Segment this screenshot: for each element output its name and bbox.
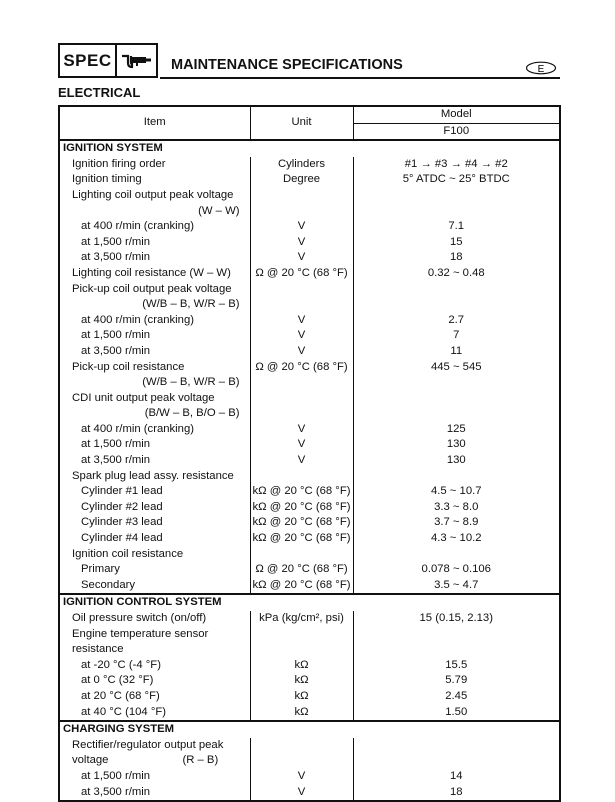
spec-unit-cell: V (250, 313, 353, 329)
spec-item-wires: (W/B – B, W/R – B) (142, 298, 240, 311)
spec-value-cell (353, 547, 560, 563)
spec-item-label: at 0 °C (32 °F) (81, 674, 154, 687)
spec-item-cell (59, 469, 250, 485)
section-header-row (59, 721, 560, 738)
section-header: CHARGING SYSTEM (59, 721, 560, 738)
spec-item-cell (59, 500, 250, 516)
spec-unit-cell (250, 547, 353, 563)
spec-row (59, 658, 560, 674)
spec-value-cell (353, 391, 560, 422)
spec-item-cell (59, 453, 250, 469)
spec-label: SPEC (60, 45, 117, 76)
spec-item-label: Ignition firing order (72, 157, 166, 170)
spec-value-cell: 18 (449, 251, 463, 264)
spec-row (59, 360, 560, 391)
spec-item-cell (59, 282, 250, 313)
spec-row (59, 515, 560, 531)
spec-item-wires: (W/B – B, W/R – B) (142, 376, 240, 389)
spec-row (59, 313, 560, 329)
spec-unit-cell: kΩ (250, 705, 353, 722)
col-item-header: Item (59, 106, 250, 140)
spec-item-label: at 40 °C (104 °F) (81, 705, 167, 718)
spec-value-cell: 1.50 (445, 705, 468, 718)
page-title: MAINTENANCE SPECIFICATIONS (171, 57, 403, 73)
spec-row (59, 753, 560, 769)
spec-item-cell (59, 250, 250, 266)
spec-value-cell: 14 (449, 769, 463, 782)
spec-item-wires: (R – B) (182, 754, 219, 767)
spec-item-label: Cylinder #1 lead (81, 485, 163, 498)
spec-row (59, 344, 560, 360)
spec-value-cell: 3.3 ~ 8.0 (434, 500, 479, 513)
spec-item-label: Cylinder #3 lead (81, 516, 163, 529)
spec-item-cell (59, 785, 250, 802)
spec-unit-cell: kΩ @ 20 °C (68 °F) (250, 531, 353, 547)
spec-row (59, 219, 560, 235)
spec-value-cell: 3.7 ~ 8.9 (434, 516, 479, 529)
model-name: F100 (353, 123, 560, 140)
spec-item-label: at 3,500 r/min (81, 344, 151, 357)
spec-unit-cell (250, 642, 353, 658)
spec-unit-cell: V (250, 328, 353, 344)
spec-row (59, 484, 560, 500)
wrench-gauge-icon (117, 45, 156, 76)
spec-value-cell: 445 ~ 545 (430, 360, 482, 373)
spec-row (59, 235, 560, 251)
spec-value-cell (353, 642, 560, 658)
spec-item-label: Cylinder #2 lead (81, 500, 163, 513)
section-header-row (59, 140, 560, 157)
spec-item-label: at 20 °C (68 °F) (81, 689, 160, 702)
spec-row (59, 738, 560, 754)
spec-item-label: at 1,500 r/min (81, 329, 151, 342)
spec-row (59, 627, 560, 643)
spec-unit-cell: V (250, 219, 353, 235)
spec-row (59, 785, 560, 802)
spec-value-cell: 125 (446, 422, 466, 435)
spec-item-label: Secondary (81, 578, 136, 591)
spec-row (59, 250, 560, 266)
spec-unit-cell (250, 282, 353, 313)
spec-value-cell: 7 (453, 329, 460, 342)
spec-value-cell: #1 → #3 → #4 → #2 (404, 157, 508, 170)
spec-item-cell (59, 627, 250, 643)
spec-item-label: at 3,500 r/min (81, 785, 151, 798)
spec-unit-cell (250, 391, 353, 422)
spec-item-cell (59, 313, 250, 329)
spec-item-label: Lighting coil resistance (W – W) (72, 266, 231, 279)
spec-value-cell (353, 738, 560, 754)
spec-item-label: at -20 °C (-4 °F) (81, 658, 161, 671)
spec-row (59, 282, 560, 313)
spec-unit-cell: Cylinders (250, 157, 353, 173)
spec-item-label: at 3,500 r/min (81, 251, 151, 264)
spec-value-cell: 3.5 ~ 4.7 (434, 578, 479, 591)
spec-value-cell: 5° ATDC ~ 25° BTDC (402, 173, 510, 186)
spec-value-cell: 18 (449, 785, 463, 798)
spec-value-cell: 5.79 (445, 674, 468, 687)
spec-value-cell (353, 753, 560, 769)
spec-value-cell: 130 (446, 454, 466, 467)
spec-unit-cell (250, 469, 353, 485)
spec-item-cell (59, 562, 250, 578)
spec-unit-cell: kPa (kg/cm², psi) (250, 611, 353, 627)
header-rule (160, 77, 560, 79)
spec-value-cell: 0.32 ~ 0.48 (427, 266, 485, 279)
spec-row (59, 562, 560, 578)
spec-item-cell (59, 219, 250, 235)
spec-item-label: at 400 r/min (cranking) (81, 220, 195, 233)
spec-item-cell (59, 484, 250, 500)
section-header-row (59, 594, 560, 611)
spec-item-label: at 3,500 r/min (81, 454, 151, 467)
spec-item-label: at 400 r/min (cranking) (81, 422, 195, 435)
spec-item-label: at 1,500 r/min (81, 438, 151, 451)
spec-value-cell: 2.45 (445, 689, 468, 702)
spec-item-cell (59, 642, 250, 658)
spec-unit-cell: V (250, 235, 353, 251)
language-badge-label: E (537, 64, 545, 75)
spec-unit-cell: Degree (250, 172, 353, 188)
spec-row (59, 500, 560, 516)
spec-value-cell: 11 (450, 344, 463, 357)
spec-badge (58, 43, 158, 78)
spec-value-cell (353, 469, 560, 485)
spec-unit-cell: V (250, 785, 353, 802)
spec-item-cell (59, 344, 250, 360)
spec-unit-cell: kΩ (250, 658, 353, 674)
spec-table (58, 105, 561, 802)
spec-row (59, 689, 560, 705)
spec-item-cell (59, 738, 250, 754)
spec-unit-cell: kΩ @ 20 °C (68 °F) (250, 484, 353, 500)
spec-value-cell: 15.5 (445, 658, 468, 671)
spec-item-cell (59, 611, 250, 627)
spec-item-label: at 1,500 r/min (81, 769, 151, 782)
col-model-header: Model (353, 106, 560, 123)
spec-item-cell (59, 769, 250, 785)
spec-row (59, 188, 560, 219)
spec-item-cell (59, 515, 250, 531)
spec-value-cell (353, 282, 560, 313)
spec-row (59, 328, 560, 344)
spec-item-label: Pick-up coil resistance (72, 360, 185, 373)
spec-unit-cell (250, 188, 353, 219)
spec-item-cell (59, 157, 250, 173)
spec-item-wires: (B/W – B, B/O – B) (144, 407, 240, 420)
spec-row (59, 642, 560, 658)
spec-item-label: voltage (72, 754, 109, 767)
spec-item-label: resistance (72, 643, 124, 656)
spec-item-cell (59, 531, 250, 547)
spec-value-cell: 7.1 (448, 220, 465, 233)
spec-unit-cell (250, 738, 353, 754)
spec-unit-cell: Ω @ 20 °C (68 °F) (250, 562, 353, 578)
spec-unit-cell: V (250, 344, 353, 360)
spec-item-label: Oil pressure switch (on/off) (72, 612, 207, 624)
spec-row (59, 769, 560, 785)
spec-unit-cell: V (250, 437, 353, 453)
spec-item-label: Ignition coil resistance (72, 547, 184, 560)
spec-row (59, 453, 560, 469)
spec-unit-cell: Ω @ 20 °C (68 °F) (250, 360, 353, 391)
spec-unit-cell: kΩ @ 20 °C (68 °F) (250, 578, 353, 595)
spec-item-label: CDI unit output peak voltage (72, 391, 215, 404)
spec-item-cell (59, 673, 250, 689)
spec-row (59, 547, 560, 563)
section-header: IGNITION SYSTEM (63, 142, 163, 155)
spec-item-cell (59, 328, 250, 344)
spec-row (59, 578, 560, 595)
spec-unit-cell (250, 753, 353, 769)
spec-item-label: Engine temperature sensor (72, 627, 209, 640)
spec-value-cell: 4.3 ~ 10.2 (430, 532, 482, 545)
spec-row (59, 611, 560, 627)
spec-row (59, 391, 560, 422)
spec-item-label: Ignition timing (72, 173, 142, 186)
language-badge (525, 61, 557, 75)
spec-item-wires: (W – W) (198, 204, 240, 217)
spec-unit-cell: kΩ @ 20 °C (68 °F) (250, 500, 353, 516)
spec-value-cell: 4.5 ~ 10.7 (430, 485, 482, 498)
spec-value-cell: 15 (0.15, 2.13) (419, 612, 493, 624)
spec-item-cell (59, 422, 250, 438)
spec-item-cell (59, 578, 250, 595)
spec-value-cell: 15 (449, 235, 463, 248)
spec-unit-cell: kΩ @ 20 °C (68 °F) (250, 515, 353, 531)
section-title: ELECTRICAL (58, 85, 141, 100)
spec-unit-cell: kΩ (250, 689, 353, 705)
spec-item-cell (59, 235, 250, 251)
spec-row (59, 266, 560, 282)
spec-item-label: at 400 r/min (cranking) (81, 313, 195, 326)
spec-row (59, 437, 560, 453)
spec-unit-cell (250, 627, 353, 643)
spec-unit-cell: V (250, 422, 353, 438)
spec-item-cell (59, 753, 250, 769)
spec-row (59, 157, 560, 173)
spec-item-cell (59, 188, 250, 219)
spec-unit-cell: V (250, 250, 353, 266)
spec-row (59, 673, 560, 689)
spec-item-label: at 1,500 r/min (81, 235, 151, 248)
spec-item-cell (59, 689, 250, 705)
spec-value-cell: 130 (446, 438, 466, 451)
spec-item-cell (59, 705, 250, 722)
spec-unit-cell: V (250, 769, 353, 785)
col-unit-header: Unit (250, 106, 353, 140)
spec-item-label: Cylinder #4 lead (81, 532, 163, 545)
section-header: IGNITION CONTROL SYSTEM (59, 594, 560, 611)
spec-row (59, 422, 560, 438)
spec-row (59, 705, 560, 722)
spec-unit-cell: kΩ (250, 673, 353, 689)
spec-item-cell (59, 547, 250, 563)
spec-value-cell (353, 188, 560, 219)
spec-item-label: Spark plug lead assy. resistance (72, 469, 234, 482)
spec-item-label: Rectifier/regulator output peak (72, 738, 224, 751)
spec-item-cell (59, 266, 250, 282)
spec-row (59, 531, 560, 547)
spec-item-cell (59, 172, 250, 188)
spec-value-cell (353, 627, 560, 643)
spec-item-label: Pick-up coil output peak voltage (72, 282, 232, 295)
spec-row (59, 172, 560, 188)
spec-value-cell: 2.7 (448, 313, 465, 326)
spec-value-cell: 0.078 ~ 0.106 (421, 563, 491, 576)
spec-item-cell (59, 360, 250, 391)
spec-unit-cell: V (250, 453, 353, 469)
spec-item-label: Primary (81, 563, 120, 576)
spec-table-body (59, 140, 560, 801)
spec-item-cell (59, 658, 250, 674)
spec-row (59, 469, 560, 485)
spec-item-cell (59, 437, 250, 453)
spec-item-cell (59, 391, 250, 422)
spec-item-label: Lighting coil output peak voltage (72, 188, 234, 201)
spec-unit-cell: Ω @ 20 °C (68 °F) (250, 266, 353, 282)
